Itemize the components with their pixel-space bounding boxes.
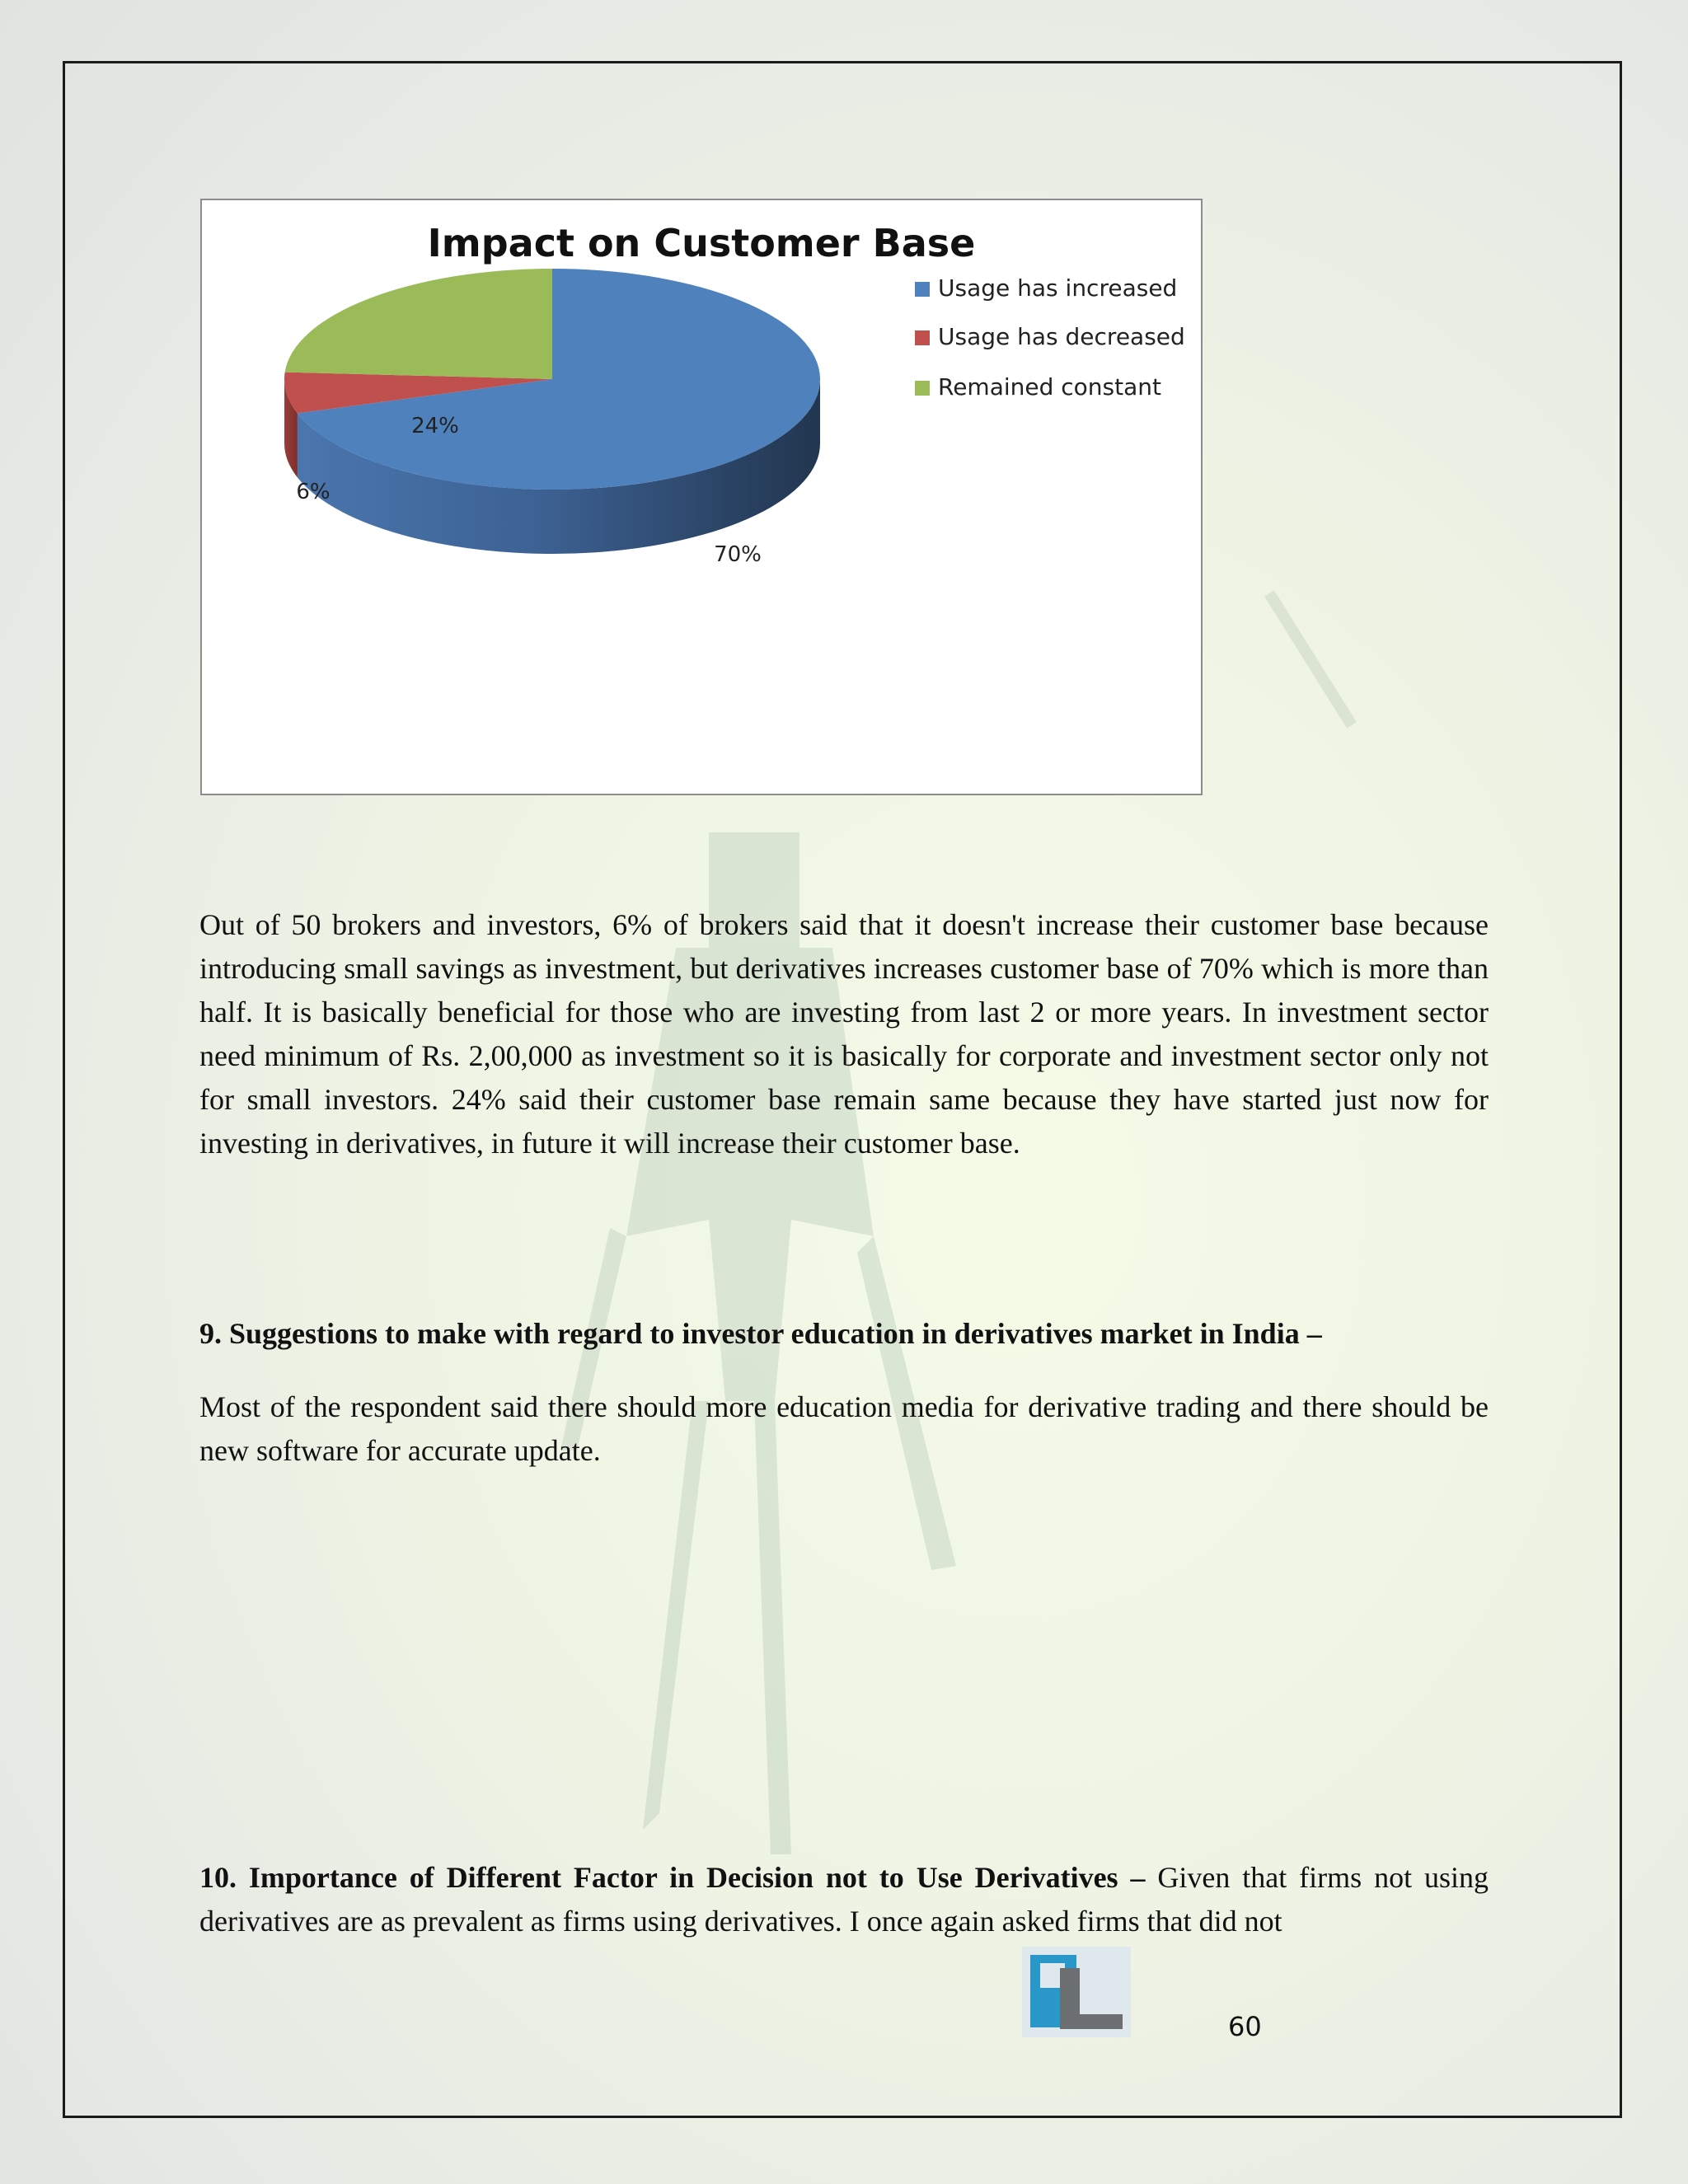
paragraph-suggestions: Most of the respondent said there should more education media for derivative trading and there should be new software for accurate update. — [199, 1390, 1489, 1467]
pie-chart-panel — [200, 199, 1203, 795]
legend-item-label: Usage has decreased — [938, 323, 1185, 350]
pie-chart — [202, 200, 1204, 797]
legend-swatch — [915, 282, 930, 297]
pl-logo-icon — [1022, 1947, 1131, 2037]
chart-title: Impact on Customer Base — [427, 221, 976, 265]
legend-item-label: Remained constant — [938, 373, 1162, 401]
pie-data-label: 24% — [411, 414, 459, 438]
section-9-heading: 9. Suggestions to make with regard to investor education in derivatives market in India – — [199, 1317, 1322, 1350]
pie-slice-remained-constant — [285, 269, 552, 379]
pie-data-label: 6% — [296, 480, 331, 504]
section-10-text: Given that firms not using derivatives are as prevalent as firms using derivatives. I once again asked firms that did not — [199, 1861, 1489, 1938]
paragraph-section-10 — [199, 1856, 1489, 1943]
legend-swatch — [915, 381, 930, 396]
page-number: 60 — [1228, 2011, 1262, 2042]
legend-item-label: Usage has increased — [938, 274, 1178, 302]
pie-data-label: 70% — [714, 542, 762, 567]
paragraph-customer-base: Out of 50 brokers and investors, 6% of brokers said that it doesn't increase their customer base because introducing small savings as investment, but derivatives increases customer base of 70% which is more than half. It is basically beneficial for those who are investing from last 2 or more years. In investment sector need minimum of Rs. 2,00,000 as investment so it is basically for corporate and investment sector only not for small investors. 24% said their customer base remain same because they have started just now for investing in derivatives, in future it will increase their customer base. — [199, 908, 1489, 1160]
legend-swatch — [915, 330, 930, 345]
section-10-heading: 10. Importance of Different Factor in Decision not to Use Derivatives – — [199, 1861, 1146, 1894]
